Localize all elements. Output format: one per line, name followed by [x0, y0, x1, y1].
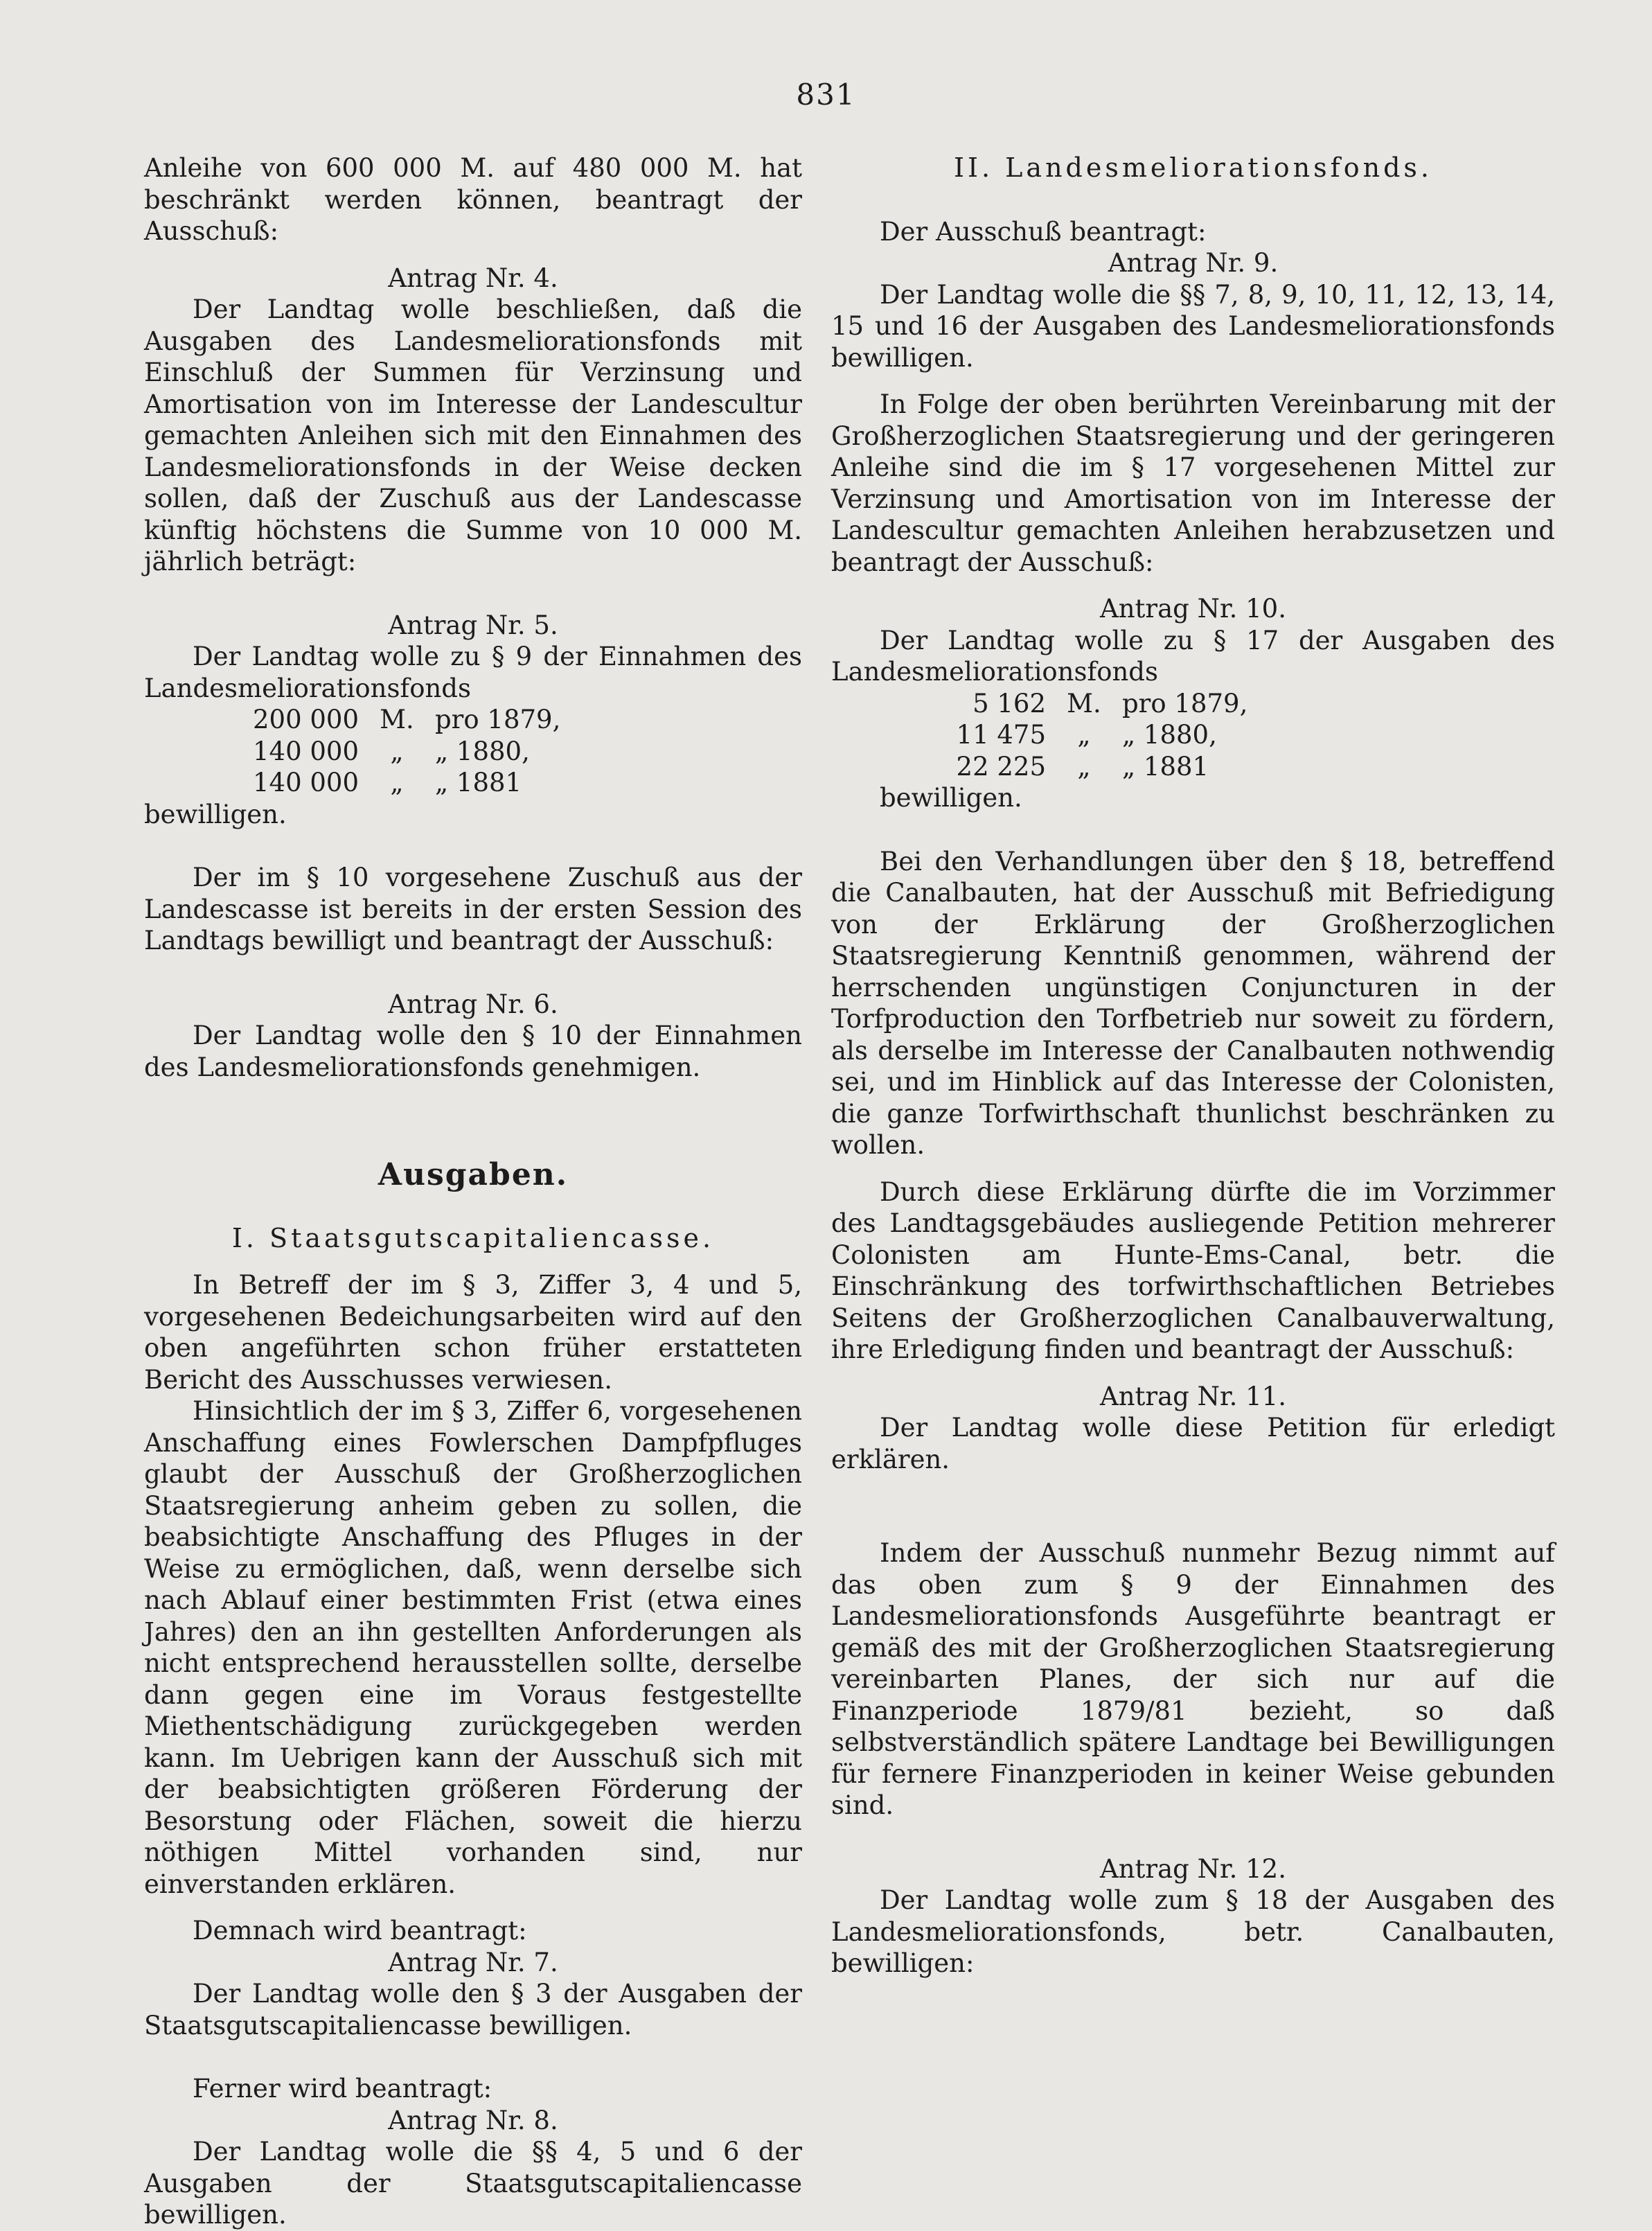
amount-unit: „ [390, 768, 404, 797]
amount-line [831, 719, 1555, 751]
motion-text: Der Landtag wolle zu § 17 der Ausgaben des Landesmeliorationsfonds [831, 625, 1555, 687]
left-column [144, 152, 802, 2231]
amount-year: „ 1881 [1122, 751, 1209, 782]
paragraph: Durch diese Erklärung dürfte die im Vorzimmer des Landtagsgebäudes ausliegende Petition mehrerer Colonisten am Hunte-Ems-Canal, betr. die Einschränkung des torfwirthschaftlichen Betriebes Seitens der Großherzoglichen Canalbauverwaltung, ihre Erledigung finden und beantragt der Ausschuß: [831, 1176, 1555, 1364]
motion-text: Der Landtag wolle zu § 9 der Einnahmen des Landesmeliorationsfonds [144, 642, 802, 703]
subsection-heading: II. Landesmeliorationsfonds. [954, 152, 1432, 183]
paragraph: Indem der Ausschuß nunmehr Bezug nimmt auf das oben zum § 9 der Einnahmen des Landesmeliorationsfonds Ausgeführte beantragt er gemäß des mit der Großherzoglichen Staatsregierung vereinbarten Planes, der sich nur auf die Finanzperiode 1879/81 bezieht, so daß selbstverständlich spätere Landtage bei Bewilligungen für fernere Finanzperioden in keiner Weise gebunden sind. [831, 1538, 1555, 1820]
paragraph: Der im § 10 vorgesehene Zuschuß aus der Landescasse ist bereits in der ersten Session des Landtags bewilligt und beantragt der Ausschuß: [144, 863, 802, 955]
amount-line [144, 704, 802, 736]
amount-year: pro 1879, [435, 705, 561, 734]
subsection-heading: I. Staatsgutscapitaliencasse. [231, 1222, 715, 1253]
motion-text: Der Landtag wolle die §§ 4, 5 und 6 der Ausgaben der Staatsgutscapitaliencasse bewilligen. [144, 2137, 802, 2230]
motion-text: Der Landtag wolle die §§ 7, 8, 9, 10, 11, 12, 13, 14, 15 und 16 der Ausgaben des Landesmeliorationsfonds bewilligen. [831, 279, 1555, 373]
motion-title: Antrag Nr. 7. [388, 1947, 558, 1977]
motion-title: Antrag Nr. 6. [388, 989, 558, 1019]
amount-unit: M. [1067, 688, 1101, 718]
motion-title: Antrag Nr. 11. [1100, 1381, 1286, 1411]
motion-title: Antrag Nr. 8. [388, 2105, 558, 2135]
motion-text: Der Landtag wolle den § 3 der Ausgaben der Staatsgutscapitaliencasse bewilligen. [144, 1979, 802, 2040]
amount-year: „ 1881 [435, 768, 522, 797]
motion-text: Der Landtag wolle zum § 18 der Ausgaben des Landesmeliorationsfonds, betr. Canalbauten, bewilligen: [831, 1885, 1555, 1978]
paragraph: Bei den Verhandlungen über den § 18, betreffend die Canalbauten, hat der Ausschuß mit Befriedigung von der Erklärung der Großherzoglichen Staatsregierung Kenntniß genommen, während der herrschenden ungünstigen Conjuncturen in der Torfproduction den Torfbetrieb nur soweit zu fördern, als derselbe im Interesse der Canalbauten nothwendig sei, und im Hinblick auf das Interesse der Colonisten, die ganze Torfwirthschaft thunlichst beschränken zu wollen. [831, 846, 1555, 1160]
amount-line [144, 767, 802, 799]
amount: 140 000 [252, 768, 359, 797]
amount: 5 162 [972, 688, 1046, 718]
paragraph: In Folge der oben berührten Vereinbarung mit der Großherzoglichen Staatsregierung und der geringeren Anleihe sind die im § 17 vorgesehenen Mittel zur Verzinsung und Amortisation von im Interesse der Landescultur gemachten Anleihen herabzusetzen und beantragt der Ausschuß: [831, 389, 1555, 577]
amount-unit: M. [380, 705, 414, 734]
amount-year: „ 1880, [435, 736, 530, 766]
amount-unit: „ [390, 736, 404, 766]
motion-title: Antrag Nr. 4. [388, 263, 558, 293]
motion-closing: bewilligen. [880, 783, 1022, 813]
amount-line [831, 751, 1555, 783]
paragraph: In Betreff der im § 3, Ziffer 3, 4 und 5, vorgesehenen Bedeichungsarbeiten wird auf den oben angeführten schon früher erstatteten Bericht des Ausschusses verwiesen. [144, 1270, 802, 1395]
right-column [831, 152, 1555, 1979]
amount: 11 475 [956, 720, 1046, 750]
motion-title: Antrag Nr. 9. [1108, 248, 1279, 278]
motion-text: Der Landtag wolle beschließen, daß die Ausgaben des Landesmeliorationsfonds mit Einschluß der Summen für Verzinsung und Amortisation von im Interesse der Landescultur gemachten Anleihen sich mit den Einnahmen des Landesmeliorationsfonds in der Weise decken sollen, daß der Zuschuß aus der Landescasse künftig höchstens die Summe von 10 000 M. jährlich beträgt: [144, 294, 802, 576]
motion-title: Antrag Nr. 5. [388, 610, 558, 640]
amount: 22 225 [956, 751, 1046, 782]
paragraph: Der Ausschuß beantragt: [880, 216, 1207, 247]
motion-closing: bewilligen. [144, 799, 287, 829]
paragraph: Ferner wird beantragt: [193, 2074, 492, 2104]
motion-text: Der Landtag wolle den § 10 der Einnahmen des Landesmeliorationsfonds genehmigen. [144, 1021, 802, 1082]
page-number: 831 [796, 78, 856, 112]
motion-title: Antrag Nr. 12. [1100, 1853, 1286, 1884]
paragraph: Anleihe von 600 000 M. auf 480 000 M. hat beschränkt werden können, beantragt der Ausschuß: [144, 153, 802, 246]
amount-line [144, 736, 802, 768]
amount-year: pro 1879, [1122, 688, 1248, 718]
motion-title: Antrag Nr. 10. [1100, 594, 1286, 624]
amount-line [831, 688, 1555, 720]
paragraph: Hinsichtlich der im § 3, Ziffer 6, vorgesehenen Anschaffung eines Fowlerschen Dampfpfluges glaubt der Ausschuß der Großherzoglichen Staatsregierung anheim geben zu sollen, die beabsichtigte Anschaffung des Pfluges in der Weise zu ermöglichen, daß, wenn derselbe sich nach Ablauf einer bestimmten Frist (etwa eines Jahres) den an ihn gestellten Anforderungen als nicht entsprechend herausstellen sollte, derselbe dann gegen eine im Voraus festgestellte Miethentschädigung zurückgegeben werden kann. Im Uebrigen kann der Ausschuß sich mit der beabsichtigten größeren Förderung der Besorstung oder Flächen, soweit die hierzu nöthigen Mittel vorhanden sind, nur einverstanden erklären. [144, 1396, 802, 1899]
amount-unit: „ [1077, 720, 1091, 750]
motion-text: Der Landtag wolle diese Petition für erledigt erklären. [831, 1413, 1555, 1474]
amount: 140 000 [252, 736, 359, 766]
section-heading: Ausgaben. [378, 1157, 569, 1192]
paragraph: Demnach wird beantragt: [193, 1916, 527, 1946]
amount: 200 000 [252, 705, 359, 734]
amount-year: „ 1880, [1122, 720, 1217, 750]
amount-unit: „ [1077, 751, 1091, 782]
